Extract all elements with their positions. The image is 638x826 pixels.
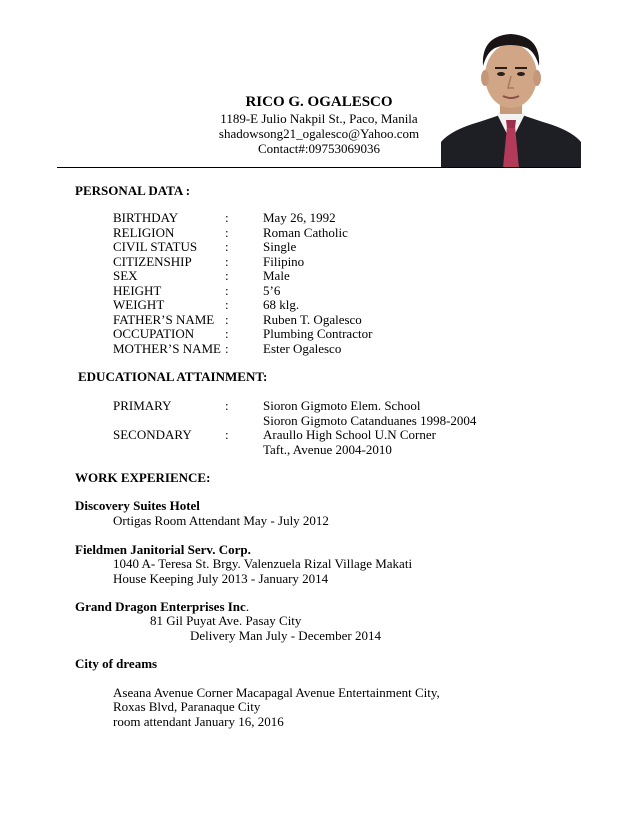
job-detail: 81 Gil Puyat Ave. Pasay City	[150, 613, 302, 628]
job-detail: Delivery Man July - December 2014	[190, 628, 381, 643]
personal-row-occupation	[113, 327, 533, 342]
field-colon: :	[225, 326, 229, 341]
field-label: HEIGHT	[113, 282, 162, 298]
field-colon: :	[225, 253, 229, 269]
field-value: Plumbing Contractor	[263, 326, 373, 341]
field-colon: :	[225, 210, 229, 225]
personal-row-birthday	[113, 211, 533, 226]
field-label: CIVIL STATUS	[113, 239, 198, 254]
field-label: OCCUPATION	[113, 326, 195, 341]
job-company: City of dreams	[75, 656, 158, 671]
field-label: RELIGION	[113, 224, 175, 240]
job-detail: House Keeping July 2013 - January 2014	[113, 571, 329, 586]
education-heading: EDUCATIONAL ATTAINMENT:	[78, 369, 268, 384]
primary-school: Sioron Gigmoto Elem. School	[263, 398, 421, 413]
personal-row-mothers-name	[113, 342, 533, 357]
field-value: 5’6	[263, 282, 281, 298]
personal-row-weight	[113, 298, 533, 313]
field-label: WEIGHT	[113, 297, 165, 312]
field-label: BIRTHDAY	[113, 210, 179, 225]
email-line: shadowsong21_ogalesco@Yahoo.com	[218, 126, 420, 141]
contact-line: Contact#:09753069036	[257, 141, 381, 156]
field-colon: :	[225, 239, 229, 254]
work-experience-heading: WORK EXPERIENCE:	[75, 470, 211, 485]
job-detail: room attendant January 16, 2016	[113, 714, 284, 729]
secondary-school-detail: Taft., Avenue 2004-2010	[263, 442, 392, 457]
job-company: Fieldmen Janitorial Serv. Corp.	[75, 542, 251, 557]
field-value: 68 klg.	[263, 297, 300, 312]
job-company-period: .	[245, 599, 250, 614]
field-value: Ester Ogalesco	[263, 340, 342, 356]
field-value: Filipino	[263, 253, 305, 269]
personal-data-table	[113, 211, 533, 356]
field-value: Single	[263, 239, 297, 254]
secondary-label: SECONDARY	[113, 427, 192, 442]
job-detail: Roxas Blvd, Paranaque City	[113, 699, 261, 714]
address-line: 1189-E Julio Nakpil St., Paco, Manila	[220, 111, 418, 126]
personal-row-civil-status	[113, 240, 533, 255]
personal-row-sex	[113, 269, 533, 284]
field-label: MOTHER’S NAME	[113, 340, 221, 356]
personal-row-fathers-name	[113, 313, 533, 328]
job-company-line	[75, 599, 249, 614]
personal-row-height	[113, 284, 533, 299]
primary-label: PRIMARY	[113, 398, 172, 413]
field-colon: :	[225, 224, 229, 240]
personal-row-religion	[113, 226, 533, 241]
job-detail: 1040 A- Teresa St. Brgy. Valenzuela Rizal Village Makati	[113, 556, 413, 571]
secondary-school: Araullo High School U.N Corner	[263, 427, 436, 442]
secondary-colon: :	[225, 427, 229, 442]
primary-school-detail: Sioron Gigmoto Catanduanes 1998-2004	[263, 413, 477, 428]
personal-row-citizenship	[113, 255, 533, 270]
field-value: Roman Catholic	[263, 224, 348, 240]
header-divider	[57, 167, 580, 168]
field-colon: :	[225, 340, 229, 356]
field-value: Ruben T. Ogalesco	[263, 311, 362, 327]
field-value: May 26, 1992	[263, 210, 336, 225]
field-colon: :	[225, 297, 229, 312]
field-label: CITIZENSHIP	[113, 253, 192, 269]
job-company: Discovery Suites Hotel	[75, 498, 200, 513]
field-label: FATHER’S NAME	[113, 311, 215, 327]
job-detail: Aseana Avenue Corner Macapagal Avenue Entertainment City,	[113, 685, 440, 700]
field-colon: :	[225, 268, 229, 283]
resume-name: RICO G. OGALESCO	[245, 94, 393, 110]
job-company: Grand Dragon Enterprises Inc	[75, 599, 246, 614]
personal-data-heading: PERSONAL DATA :	[75, 183, 191, 198]
field-colon: :	[225, 311, 229, 327]
job-detail: Ortigas Room Attendant May - July 2012	[113, 513, 329, 528]
field-label: SEX	[113, 268, 138, 283]
field-colon: :	[225, 282, 229, 298]
field-value: Male	[263, 268, 290, 283]
primary-colon: :	[225, 398, 229, 413]
profile-photo	[441, 30, 581, 168]
